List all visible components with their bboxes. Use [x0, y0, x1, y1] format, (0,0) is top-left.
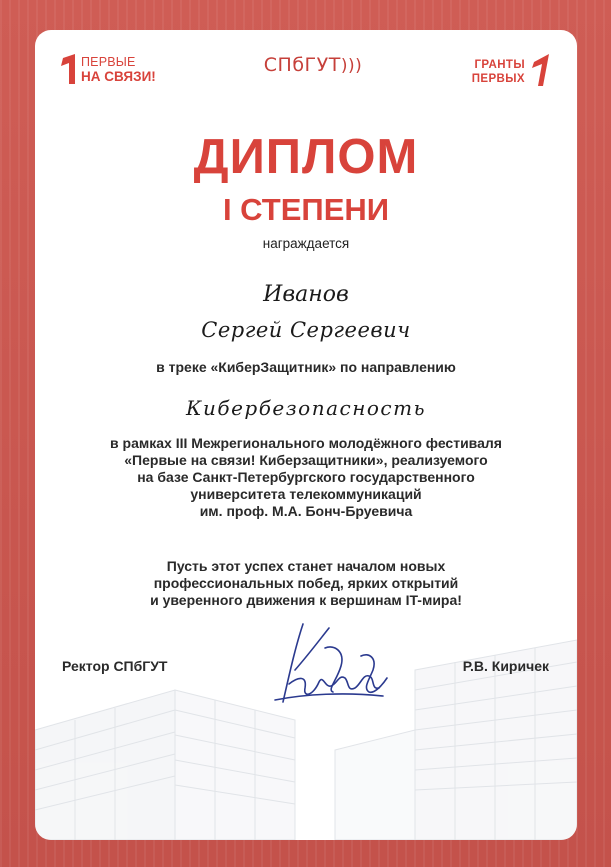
- diploma-degree: I СТЕПЕНИ: [222, 192, 390, 227]
- wish-line: профессиональных побед, ярких открытий: [153, 575, 459, 591]
- wish-text: [55, 558, 557, 609]
- number-one-mark-icon: [531, 54, 551, 86]
- left-logo-line2: НА СВЯЗИ!: [81, 69, 156, 84]
- pervye-na-svyazi-logo: [59, 52, 179, 102]
- number-one-mark-icon: [59, 54, 77, 84]
- right-logo-line2: ПЕРВЫХ: [471, 73, 525, 85]
- awarded-label: награждается: [262, 236, 350, 251]
- direction-text: Кибербезопасность: [186, 396, 426, 420]
- handwritten-signature-icon: [265, 618, 395, 708]
- right-logo-line1: ГРАНТЫ: [474, 59, 525, 71]
- wish-line: Пусть этот успех станет началом новых: [166, 558, 446, 574]
- recipient-name: Сергей Сергеевич: [201, 318, 411, 342]
- signatory-title: Ректор СПбГУТ: [62, 658, 168, 674]
- diploma-title: ДИПЛОМ: [193, 130, 419, 184]
- festival-line: университета телекоммуникаций: [190, 486, 422, 502]
- wish-line: и уверенного движения к вершинам IT-мира!: [150, 592, 462, 608]
- festival-line: в рамках III Межрегионального молодёжного фестиваля: [110, 435, 502, 451]
- diploma-sheet: [35, 30, 577, 840]
- festival-line: на базе Санкт-Петербургского государственного: [137, 469, 475, 485]
- granty-pervyh-logo: [455, 48, 555, 98]
- festival-line: им. проф. М.А. Бонч-Бруевича: [199, 503, 413, 519]
- track-text: в треке «КиберЗащитник» по направлению: [156, 359, 456, 375]
- spbgut-logo: [253, 54, 373, 76]
- left-logo-line1: ПЕРВЫЕ: [81, 55, 136, 69]
- signatory-name: Р.В. Киричек: [462, 658, 549, 674]
- festival-description: [55, 435, 557, 520]
- recipient-surname: Иванов: [263, 282, 349, 307]
- spbgut-waves: ))): [340, 56, 363, 76]
- festival-line: «Первые на связи! Киберзащитники», реализуемого: [124, 452, 488, 468]
- spbgut-logo-text: СПбГУТ: [263, 54, 341, 76]
